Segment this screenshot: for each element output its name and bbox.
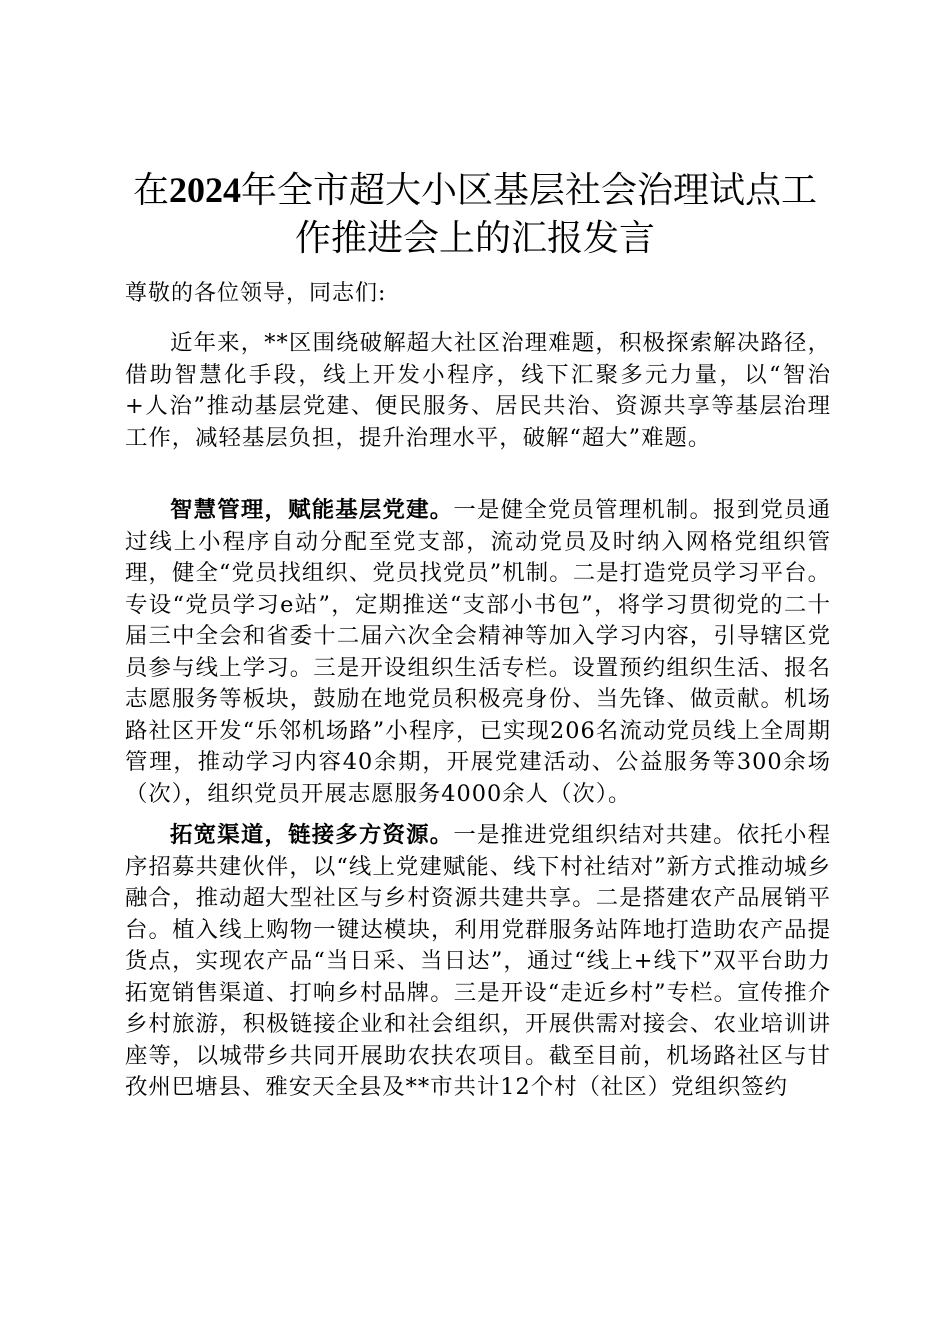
title-year: 2024 <box>169 170 241 210</box>
title-line2: 作推进会上的汇报发言 <box>294 218 655 259</box>
paragraph-intro-text: 近年来，**区围绕破解超大社区治理难题，积极探索解决路径，借助智慧化手段，线上开发小程序，线下汇聚多元力量，以“智治+人治”推动基层党建、便民服务、居民共治、资源共享等基层治理工作，减轻基层负担，提升治理水平，破解“超大”难题。 <box>125 330 831 451</box>
title-line1-rest: 年全市超大小区基层社会治理试点工 <box>241 170 818 211</box>
paragraph-expand-channels <box>125 820 831 1104</box>
document-title <box>110 166 840 263</box>
salutation: 尊敬的各位领导，同志们: <box>125 281 387 306</box>
paragraph-smart-management-text: 一是健全党员管理机制。报到党员通过线上小程序自动分配至党支部，流动党员及时纳入网格党组织管理，健全“党员找组织、党员找党员”机制。二是打造党员学习平台。专设“党员学习e站”，定期推送“支部小书包”，将学习贯彻党的二十届三中全会和省委十二届六次全会精神等加入学习内容，引导辖区党员参与线上学习。三是开设组织生活专栏。设置预约组织生活、报名志愿服务等板块，鼓励在地党员积极亮身份、当先锋、做贡献。机场路社区开发“乐邻机场路”小程序，已实现206名流动党员线上全周期管理，推动学习内容40余期，开展党建活动、公益服务等300余场（次），组织党员开展志愿服务4000余人（次）。 <box>125 497 832 807</box>
paragraph-intro <box>125 328 831 454</box>
paragraph-expand-channels-heading: 拓宽渠道，链接多方资源。 <box>170 822 454 848</box>
paragraph-expand-channels-text: 一是推进党组织结对共建。依托小程序招募共建伙伴，以“线上党建赋能、线下村社结对”新方式推动城乡融合，推动超大型社区与乡村资源共建共享。二是搭建农产品展销平台。植入线上购物一键达模块，利用党群服务站阵地打造助农产品提货点，实现农产品“当日采、当日达”，通过“线上+线下”双平台助力拓宽销售渠道、打响乡村品牌。三是开设“走近乡村”专栏。宣传推介乡村旅游，积极链接企业和社会组织，开展供需对接会、农业培训讲座等，以城带乡共同开展助农扶农项目。截至目前，机场路社区与甘孜州巴塘县、雅安天全县及**市共计12个村（社区）党组织签约 <box>125 822 832 1100</box>
paragraph-smart-management <box>125 495 831 810</box>
paragraph-smart-management-heading: 智慧管理，赋能基层党建。 <box>170 497 454 523</box>
title-prefix: 在 <box>132 170 169 211</box>
